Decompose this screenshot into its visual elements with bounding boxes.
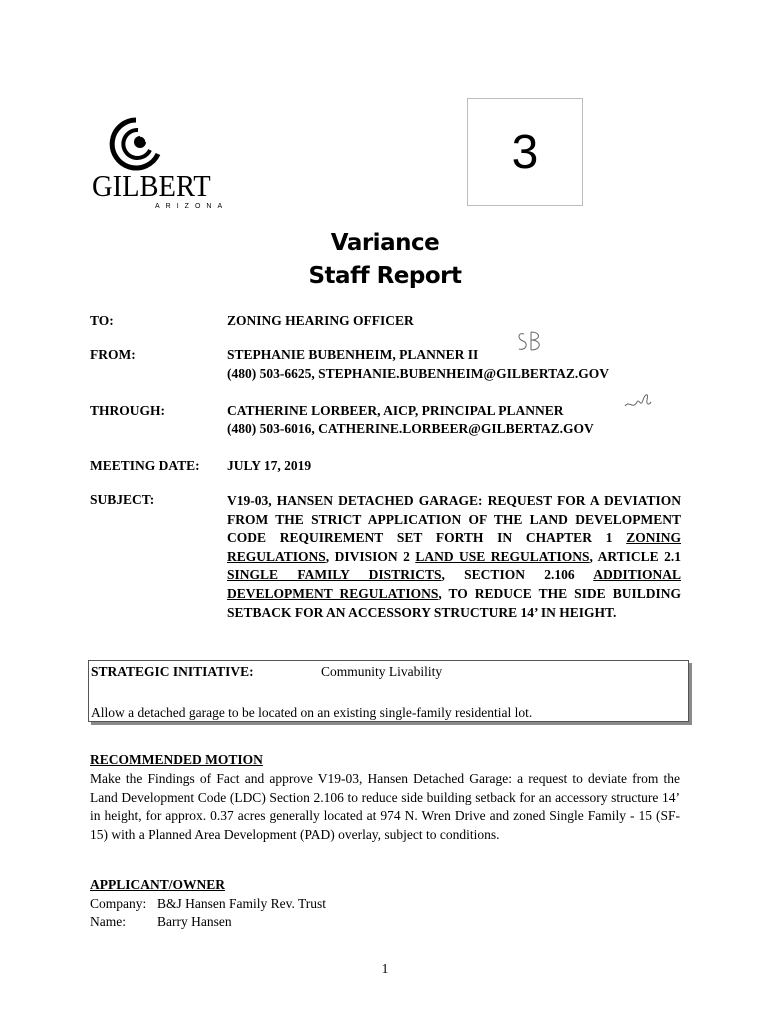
through-contact: (480) 503-6016, CATHERINE.LORBEER@GILBERTAZ.GOV [227,421,594,436]
company-value: B&J Hansen Family Rev. Trust [157,896,327,911]
from-signature-initials [515,328,545,356]
meeting-date-value: JULY 17, 2019 [227,458,312,473]
to-value: ZONING HEARING OFFICER [227,313,414,328]
subject-label: SUBJECT: [90,492,155,507]
through-signature-initials [623,390,653,414]
report-title-line1: Variance [330,230,440,256]
to-label: TO: [90,313,114,328]
subject-link-zoning-regulations: ZONING REGULATIONS [227,530,681,564]
strategic-initiative-description: Allow a detached garage to be located on an existing single-family residential lot. [91,705,533,720]
name-label: Name: [90,914,126,929]
subject-link-land-use-regulations: LAND USE REGULATIONS [415,548,590,564]
subject-link-single-family-districts: SINGLE FAMILY DISTRICTS [227,567,442,583]
agenda-item-number: 3 [467,98,583,206]
report-title-line2: Staff Report [308,263,462,289]
from-contact: (480) 503-6625, STEPHANIE.BUBENHEIM@GILBERTAZ.GOV [227,366,610,381]
gilbert-swirl-icon [106,114,166,174]
recommended-motion-heading: RECOMMENDED MOTION [90,752,263,767]
strategic-initiative-box [88,660,689,722]
subject-link-additional-development-regulations: ADDITIONAL DEVELOPMENT REGULATIONS [227,567,681,601]
page-number: 1 [381,961,389,976]
strategic-initiative-label: STRATEGIC INITIATIVE: [91,664,254,679]
from-label: FROM: [90,347,136,362]
name-value: Barry Hansen [157,914,232,929]
recommended-motion-text: Make the Findings of Fact and approve V19-03, Hansen Detached Garage: a request to deviate from the Land Development Code (LDC) Section 2.106 to reduce side building setback for an accessory structure 14’ in height, for approx. 0.37 acres generally located at 974 N. Wren Drive and zoned Single Family - 15 (SF-15) with a Planned Area Development (PAD) overlay, subject to conditions. [90,771,680,842]
through-name: CATHERINE LORBEER, AICP, PRINCIPAL PLANNER [227,403,564,418]
logo-wordmark: GILBERT [92,168,211,203]
from-name: STEPHANIE BUBENHEIM, PLANNER II [227,347,479,362]
meeting-date-label: MEETING DATE: [90,458,200,473]
applicant-owner-heading: APPLICANT/OWNER [90,877,226,892]
company-label: Company: [90,896,147,911]
through-label: THROUGH: [90,403,166,418]
subject-text: V19-03, HANSEN DETACHED GARAGE: REQUEST FOR A DEVIATION FROM THE STRICT APPLICATION OF THE LAND DEVELOPMENT CODE REQUIREMENT SET FORTH IN CHAPTER 1 ZONING REGULATIONS, DIVISION 2 LAND USE REGULATIONS, ARTICLE 2.1 SINGLE FAMILY DISTRICTS, SECTION 2.106 ADDITIONAL DEVELOPMENT REGULATIONS, TO REDUCE THE SIDE BUILDING SETBACK FOR AN ACCESSORY STRUCTURE 14’ IN HEIGHT. [227,493,681,620]
logo-state: ARIZONA [155,203,229,210]
strategic-initiative-value: Community Livability [321,664,443,679]
